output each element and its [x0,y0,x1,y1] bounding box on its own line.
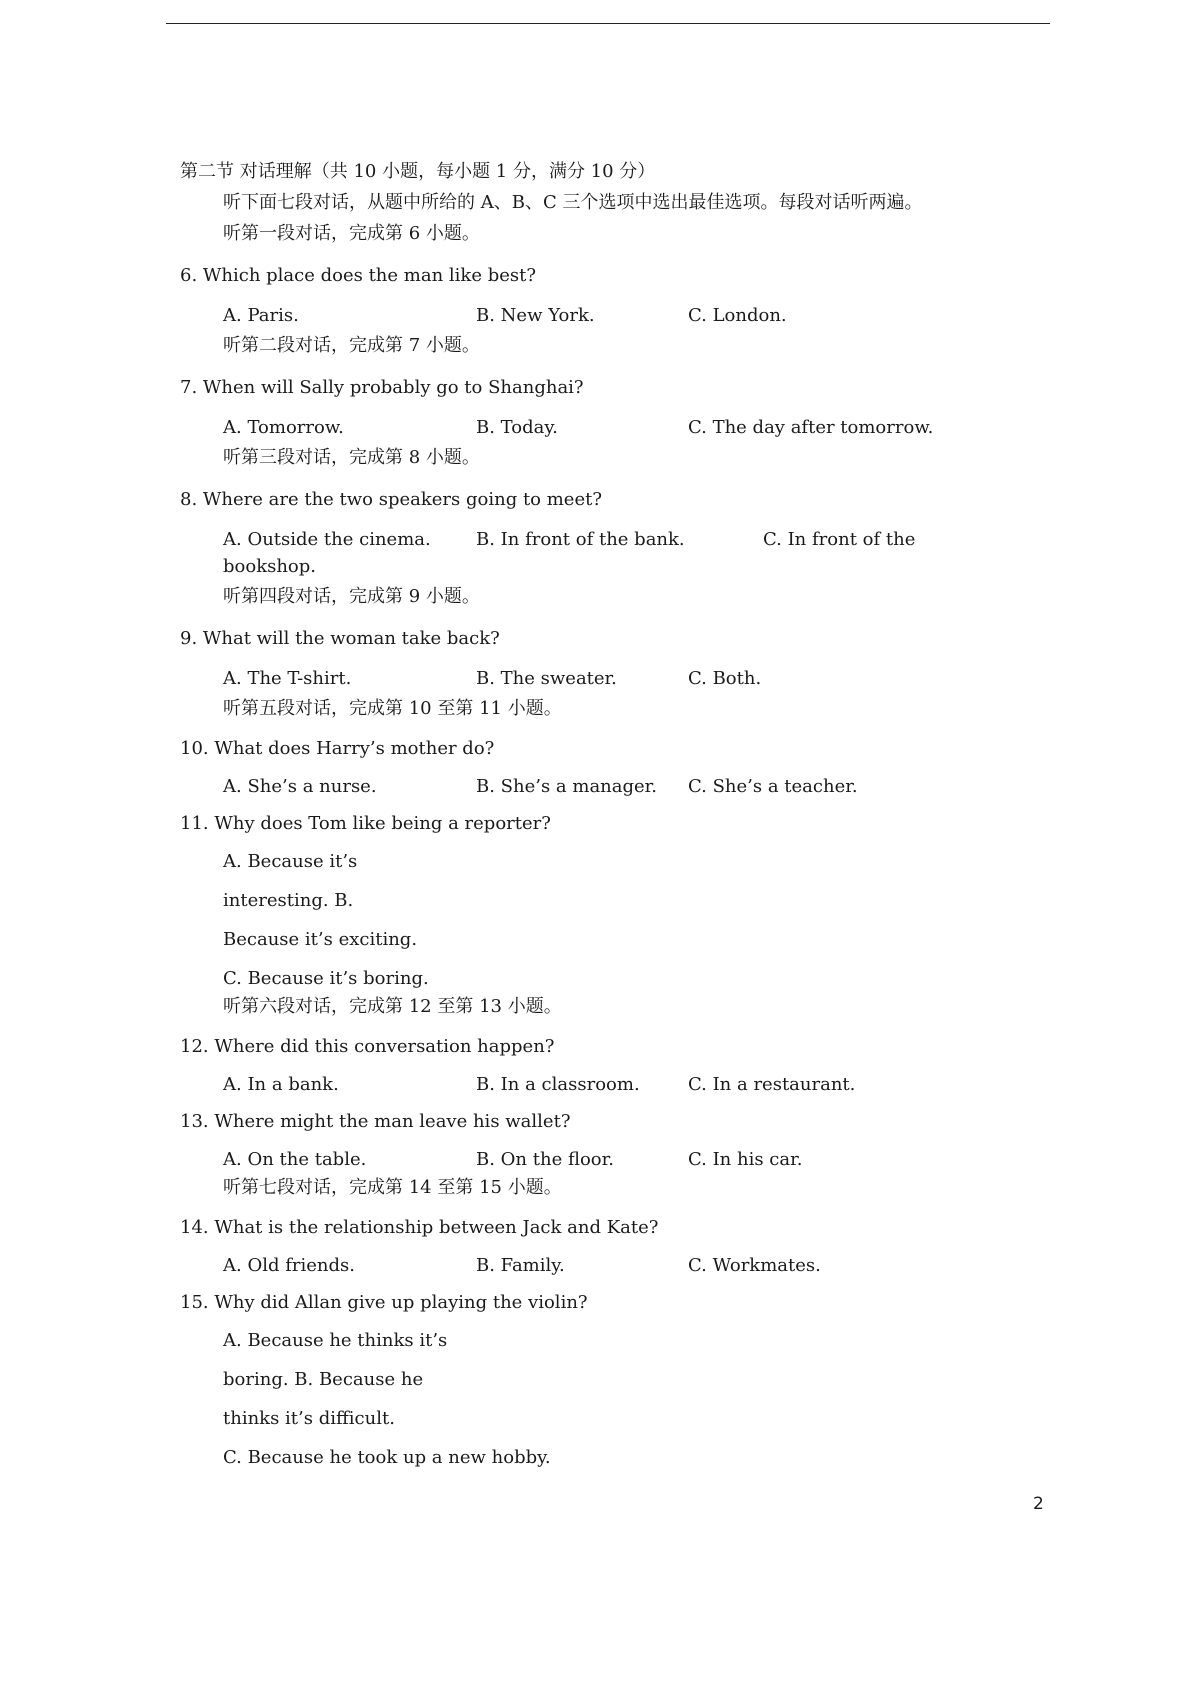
dialogue-2-instruction: 听第二段对话，完成第 7 小题。 [223,335,480,356]
question-14-option-a: A. Old friends. [223,1255,355,1276]
dialogue-1-instruction: 听第一段对话，完成第 6 小题。 [223,223,480,244]
question-7-stem: 7. When will Sally probably go to Shanghai? [180,377,584,398]
question-12-option-a: A. In a bank. [223,1074,339,1095]
question-10-option-a: A. She’s a nurse. [223,776,377,797]
question-9-option-b: B. The sweater. [476,668,617,689]
question-9-stem: 9. What will the woman take back? [180,628,500,649]
question-10-option-c: C. She’s a teacher. [688,776,858,797]
question-9-option-c: C. Both. [688,668,762,689]
question-8-option-c-continued: bookshop. [223,556,317,577]
question-13-option-b: B. On the floor. [476,1149,614,1170]
question-8-option-a: A. Outside the cinema. [223,529,431,550]
question-15-options-line-1: A. Because he thinks it’s [223,1330,448,1351]
section-heading: 第二节 对话理解（共 10 小题，每小题 1 分，满分 10 分） [180,161,656,182]
question-13-option-a: A. On the table. [223,1149,367,1170]
header-rule [166,23,1050,24]
dialogue-7-instruction: 听第七段对话，完成第 14 至第 15 小题。 [223,1177,562,1198]
question-11-stem: 11. Why does Tom like being a reporter? [180,813,551,834]
question-9-option-a: A. The T-shirt. [223,668,352,689]
question-7-option-c: C. The day after tomorrow. [688,417,934,438]
question-15-stem: 15. Why did Allan give up playing the violin? [180,1292,588,1313]
question-11-options-line-3: Because it’s exciting. [223,929,418,950]
dialogue-6-instruction: 听第六段对话，完成第 12 至第 13 小题。 [223,996,562,1017]
question-6-option-c: C. London. [688,305,787,326]
question-6-stem: 6. Which place does the man like best? [180,265,536,286]
question-10-option-b: B. She’s a manager. [476,776,658,797]
question-10-stem: 10. What does Harry’s mother do? [180,738,495,759]
question-11-options-line-1: A. Because it’s [223,851,358,872]
question-13-option-c: C. In his car. [688,1149,803,1170]
dialogue-5-instruction: 听第五段对话，完成第 10 至第 11 小题。 [223,698,562,719]
section-instruction: 听下面七段对话，从题中所给的 A、B、C 三个选项中选出最佳选项。每段对话听两遍。 [223,192,923,213]
dialogue-4-instruction: 听第四段对话，完成第 9 小题。 [223,586,480,607]
question-6-option-b: B. New York. [476,305,595,326]
page-number: 2 [1033,1494,1044,1514]
question-15-options-line-3: thinks it’s difficult. [223,1408,395,1429]
question-15-options-line-4: C. Because he took up a new hobby. [223,1447,551,1468]
question-11-options-line-4: C. Because it’s boring. [223,968,429,989]
question-6-option-a: A. Paris. [223,305,299,326]
question-14-stem: 14. What is the relationship between Jack and Kate? [180,1217,659,1238]
question-13-stem: 13. Where might the man leave his wallet? [180,1111,571,1132]
question-12-option-c: C. In a restaurant. [688,1074,856,1095]
question-8-stem: 8. Where are the two speakers going to meet? [180,489,602,510]
question-7-option-a: A. Tomorrow. [223,417,344,438]
question-8-option-b: B. In front of the bank. [476,529,685,550]
question-8-option-c: C. In front of the [763,529,916,550]
question-15-options-line-2: boring. B. Because he [223,1369,424,1390]
question-12-option-b: B. In a classroom. [476,1074,640,1095]
question-11-options-line-2: interesting. B. [223,890,354,911]
question-14-option-b: B. Family. [476,1255,565,1276]
question-7-option-b: B. Today. [476,417,558,438]
question-14-option-c: C. Workmates. [688,1255,821,1276]
dialogue-3-instruction: 听第三段对话，完成第 8 小题。 [223,447,480,468]
question-12-stem: 12. Where did this conversation happen? [180,1036,555,1057]
